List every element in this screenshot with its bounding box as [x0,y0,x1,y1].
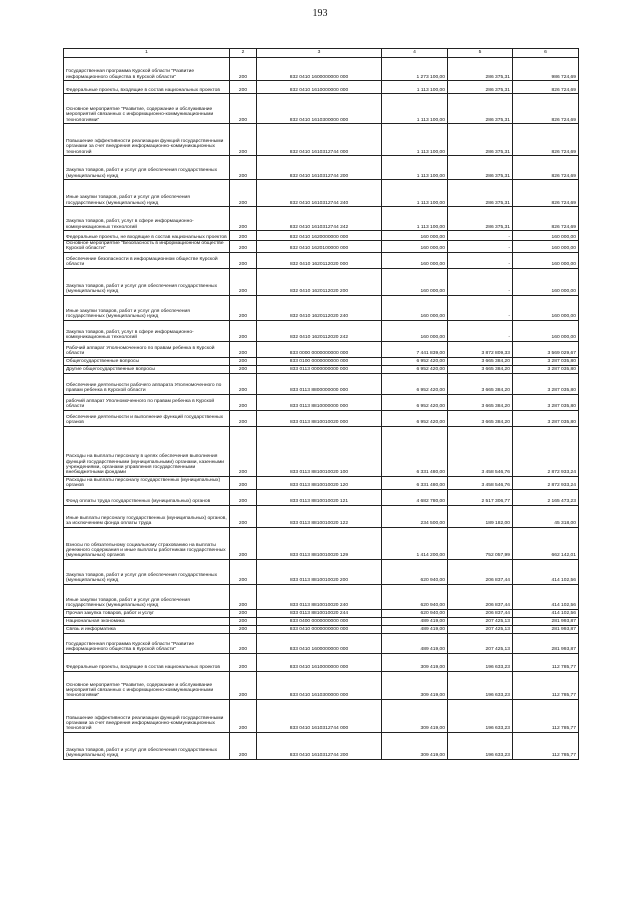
row-remaining-amount-cell: 2 165 473,23 [513,489,579,505]
row-name-cell: Иные закупки товаров, работ и услуг для обеспечения государственных (муниципальных) нужд [64,584,230,609]
row-executed-amount-cell: 286 375,31 [448,94,513,124]
row-name-cell: Иные закупки товаров, работ и услуг для обеспечения государственных (муниципальных) нужд [64,295,230,320]
row-approved-amount-cell: 1 113 100,00 [382,156,448,180]
row-code-line-cell: 200 [230,527,257,559]
table-row [64,58,579,81]
row-code-line-cell: 200 [230,320,257,341]
table-row [64,625,579,633]
row-remaining-amount-cell: 281 993,87 [513,633,579,653]
row-approved-amount-cell: 620 940,00 [382,609,448,617]
row-classification-code-cell: 832 0410 1620100000 000 [257,241,382,253]
row-name-cell: Расходы на выплаты персоналу государственных (муниципальных) органов [64,476,230,489]
row-classification-code-cell: 832 0410 1620112020 200 [257,268,382,295]
row-approved-amount-cell: 489 419,00 [382,633,448,653]
row-name-cell: Обеспечение деятельности рабочего аппарата Уполномоченного по правам ребенка в Курской области [64,373,230,394]
row-name-cell: Основное мероприятие "Развитие, содержание и обслуживание мероприятий связанных с информационно-коммуникационными технологиями" [64,671,230,699]
row-remaining-amount-cell: 2 872 933,24 [513,426,579,476]
row-approved-amount-cell: 4 682 780,00 [382,489,448,505]
table-row [64,268,579,295]
row-name-cell: Закупка товаров, работ, услуг в сфере информационно-коммуникационных технологий [64,207,230,231]
row-executed-amount-cell: 3 458 546,76 [448,426,513,476]
row-approved-amount-cell: 6 952 420,00 [382,357,448,365]
row-executed-amount-cell: - [448,295,513,320]
row-approved-amount-cell: 160 000,00 [382,241,448,253]
table-row [64,241,579,253]
row-classification-code-cell: 833 0113 8800000000 000 [257,373,382,394]
row-classification-code-cell: 833 0400 0000000000 000 [257,617,382,625]
row-code-line-cell: 200 [230,180,257,207]
row-remaining-amount-cell: 3 287 035,80 [513,365,579,373]
row-code-line-cell: 200 [230,81,257,94]
row-approved-amount-cell: 160 000,00 [382,320,448,341]
row-name-cell: Связь и информатика [64,625,230,633]
column-header: 4 [382,49,448,58]
row-code-line-cell: 200 [230,732,257,759]
row-classification-code-cell: 833 0410 1610312744 200 [257,732,382,759]
row-code-line-cell: 200 [230,207,257,231]
row-name-cell: Государственная программа Курской области "Развитие информационного общества в Курской области" [64,58,230,81]
table-row [64,584,579,609]
row-approved-amount-cell: 489 419,00 [382,625,448,633]
row-name-cell: рабочий аппарат Уполномоченного по правам ребенка в Курской области [64,394,230,410]
table-row [64,489,579,505]
row-classification-code-cell: 832 0410 1610300000 000 [257,94,382,124]
row-remaining-amount-cell: 3 287 035,80 [513,394,579,410]
table-row [64,527,579,559]
row-remaining-amount-cell: 662 142,01 [513,527,579,559]
row-code-line-cell: 200 [230,231,257,241]
row-code-line-cell: 200 [230,505,257,527]
row-code-line-cell: 200 [230,410,257,426]
row-code-line-cell: 200 [230,365,257,373]
column-header: 6 [513,49,579,58]
row-remaining-amount-cell: 45 318,00 [513,505,579,527]
budget-execution-table [63,48,579,760]
row-name-cell: Повышение эффективности реализации функций государственными органами за счет внедрения информационно-коммуникационных технологий [64,124,230,156]
row-executed-amount-cell: 286 375,31 [448,58,513,81]
row-name-cell: Федеральные проекты, не входящие в состав национальных проектов [64,231,230,241]
row-code-line-cell: 200 [230,489,257,505]
row-approved-amount-cell: 7 441 839,00 [382,341,448,357]
row-code-line-cell: 200 [230,633,257,653]
table-row [64,699,579,732]
row-executed-amount-cell: - [448,241,513,253]
row-remaining-amount-cell: 826 724,69 [513,207,579,231]
row-approved-amount-cell: 160 000,00 [382,268,448,295]
row-code-line-cell: 200 [230,94,257,124]
row-remaining-amount-cell: 3 287 035,80 [513,357,579,365]
row-approved-amount-cell: 1 113 100,00 [382,180,448,207]
row-approved-amount-cell: 6 952 420,00 [382,365,448,373]
row-executed-amount-cell: - [448,231,513,241]
table-row [64,180,579,207]
table-row [64,617,579,625]
row-classification-code-cell: 833 0410 1610000000 000 [257,653,382,671]
row-classification-code-cell: 833 0113 8810010020 129 [257,527,382,559]
row-executed-amount-cell: 3 665 384,20 [448,357,513,365]
row-remaining-amount-cell: 160 000,00 [513,268,579,295]
row-remaining-amount-cell: 160 000,00 [513,231,579,241]
table-row [64,476,579,489]
row-remaining-amount-cell: 986 724,69 [513,58,579,81]
row-executed-amount-cell: 286 375,31 [448,81,513,94]
row-executed-amount-cell: 286 375,31 [448,156,513,180]
row-executed-amount-cell: 189 182,00 [448,505,513,527]
table-row [64,320,579,341]
table-row [64,81,579,94]
table-header-row [64,49,579,58]
row-name-cell: Федеральные проекты, входящие в состав национальных проектов [64,653,230,671]
row-remaining-amount-cell: 112 785,77 [513,653,579,671]
row-remaining-amount-cell: 826 724,69 [513,94,579,124]
row-code-line-cell: 200 [230,584,257,609]
column-header: 2 [230,49,257,58]
row-code-line-cell: 200 [230,476,257,489]
row-name-cell: Обеспечение безопасности в информационном обществе Курской области [64,252,230,268]
row-code-line-cell: 200 [230,295,257,320]
row-classification-code-cell: 833 0410 1600000000 000 [257,633,382,653]
table-row [64,426,579,476]
row-code-line-cell: 200 [230,625,257,633]
table-row [64,609,579,617]
row-approved-amount-cell: 1 273 100,00 [382,58,448,81]
row-approved-amount-cell: 309 419,00 [382,732,448,759]
column-header: 3 [257,49,382,58]
row-classification-code-cell: 833 0113 8810010020 100 [257,426,382,476]
table-row [64,124,579,156]
row-name-cell: Обеспечение деятельности и выполнение функций государственных органов [64,410,230,426]
row-executed-amount-cell: 206 837,44 [448,609,513,617]
row-classification-code-cell: 833 0410 1610300000 000 [257,671,382,699]
table-row [64,156,579,180]
table-row [64,505,579,527]
row-code-line-cell: 200 [230,699,257,732]
row-executed-amount-cell: 3 665 384,20 [448,365,513,373]
row-classification-code-cell: 833 0113 0000000000 000 [257,365,382,373]
row-code-line-cell: 200 [230,252,257,268]
row-approved-amount-cell: 234 500,00 [382,505,448,527]
row-code-line-cell: 200 [230,653,257,671]
row-name-cell: Иные закупки товаров, работ и услуг для обеспечения государственных (муниципальных) нужд [64,180,230,207]
row-executed-amount-cell: 207 425,13 [448,617,513,625]
table-row [64,357,579,365]
row-approved-amount-cell: 6 331 480,00 [382,476,448,489]
table-row [64,94,579,124]
page-number: 193 [312,8,328,19]
row-name-cell: Расходы на выплаты персоналу в целях обеспечения выполнения функций государственными (муниципальными) органами, казенными учреждениями, органами управления государственными внебюджетными фондами [64,426,230,476]
row-classification-code-cell: 832 0410 1610312744 240 [257,180,382,207]
row-executed-amount-cell: 3 665 384,20 [448,410,513,426]
row-approved-amount-cell: 620 940,00 [382,559,448,584]
row-remaining-amount-cell: 160 000,00 [513,241,579,253]
row-remaining-amount-cell: 112 785,77 [513,732,579,759]
table-row [64,365,579,373]
row-approved-amount-cell: 160 000,00 [382,295,448,320]
row-name-cell: Повышение эффективности реализации функций государственными органами за счет внедрения информационно-коммуникационных технологий [64,699,230,732]
table-row [64,231,579,241]
table-row [64,295,579,320]
row-classification-code-cell: 833 0410 0000000000 000 [257,625,382,633]
row-approved-amount-cell: 1 113 100,00 [382,207,448,231]
row-executed-amount-cell: 196 633,23 [448,653,513,671]
table-row [64,633,579,653]
row-executed-amount-cell: 3 665 384,20 [448,394,513,410]
row-approved-amount-cell: 620 940,00 [382,584,448,609]
row-classification-code-cell: 833 0113 8810010020 122 [257,505,382,527]
row-classification-code-cell: 832 0410 1620112020 242 [257,320,382,341]
row-name-cell: Общегосударственные вопросы [64,357,230,365]
row-code-line-cell: 200 [230,617,257,625]
row-name-cell: Государственная программа Курской области "Развитие информационного общества в Курской области" [64,633,230,653]
row-executed-amount-cell: 286 375,31 [448,180,513,207]
row-executed-amount-cell: 196 633,23 [448,671,513,699]
row-classification-code-cell: 832 0410 1620112020 000 [257,252,382,268]
row-approved-amount-cell: 1 113 100,00 [382,124,448,156]
row-classification-code-cell: 833 0000 0000000000 000 [257,341,382,357]
row-name-cell: Рабочий аппарат Уполномоченного по правам ребенка в Курской области [64,341,230,357]
row-executed-amount-cell: 286 375,31 [448,124,513,156]
row-remaining-amount-cell: 414 102,56 [513,584,579,609]
row-remaining-amount-cell: 160 000,00 [513,252,579,268]
table-row [64,671,579,699]
row-classification-code-cell: 833 0113 8810010020 200 [257,559,382,584]
row-executed-amount-cell: 3 872 809,33 [448,341,513,357]
row-approved-amount-cell: 160 000,00 [382,252,448,268]
row-classification-code-cell: 832 0410 1610312744 000 [257,124,382,156]
row-classification-code-cell: 832 0410 1610312744 242 [257,207,382,231]
row-name-cell: Прочая закупка товаров, работ и услуг [64,609,230,617]
row-approved-amount-cell: 1 113 100,00 [382,94,448,124]
row-approved-amount-cell: 6 952 420,00 [382,373,448,394]
row-code-line-cell: 200 [230,609,257,617]
row-executed-amount-cell: 207 425,13 [448,625,513,633]
row-remaining-amount-cell: 826 724,69 [513,124,579,156]
row-name-cell: Закупка товаров, работ и услуг для обеспечения государственных (муниципальных) нужд [64,732,230,759]
row-remaining-amount-cell: 414 102,56 [513,609,579,617]
row-classification-code-cell: 832 0410 1600000000 000 [257,58,382,81]
row-classification-code-cell: 833 0100 0000000000 000 [257,357,382,365]
row-classification-code-cell: 833 0113 8810010020 240 [257,584,382,609]
row-approved-amount-cell: 309 419,00 [382,671,448,699]
row-approved-amount-cell: 6 331 480,00 [382,426,448,476]
row-classification-code-cell: 832 0410 1620000000 000 [257,231,382,241]
row-name-cell: Федеральные проекты, входящие в состав национальных проектов [64,81,230,94]
row-remaining-amount-cell: 3 287 035,80 [513,410,579,426]
row-name-cell: Закупка товаров, работ и услуг для обеспечения государственных (муниципальных) нужд [64,156,230,180]
row-code-line-cell: 200 [230,58,257,81]
row-executed-amount-cell: - [448,320,513,341]
table-row [64,653,579,671]
row-remaining-amount-cell: 826 724,69 [513,156,579,180]
table-row [64,410,579,426]
row-classification-code-cell: 833 0113 8810000000 000 [257,394,382,410]
row-classification-code-cell: 833 0113 8810010020 000 [257,410,382,426]
row-classification-code-cell: 833 0113 8810010020 120 [257,476,382,489]
row-code-line-cell: 200 [230,559,257,584]
row-executed-amount-cell: - [448,268,513,295]
row-remaining-amount-cell: 2 872 933,24 [513,476,579,489]
table-row [64,559,579,584]
row-name-cell: Взносы по обязательному социальному страхованию на выплаты денежного содержания и иные выплаты работникам государственных (муниципальных) органов [64,527,230,559]
column-header: 1 [64,49,230,58]
row-remaining-amount-cell: 3 287 035,80 [513,373,579,394]
row-classification-code-cell: 833 0410 1610312744 000 [257,699,382,732]
row-approved-amount-cell: 309 419,00 [382,699,448,732]
row-name-cell: Другие общегосударственные вопросы [64,365,230,373]
table-row [64,252,579,268]
row-name-cell: Закупка товаров, работ и услуг для обеспечения государственных (муниципальных) нужд [64,268,230,295]
row-remaining-amount-cell: 826 724,69 [513,180,579,207]
row-remaining-amount-cell: 112 785,77 [513,699,579,732]
row-approved-amount-cell: 6 952 420,00 [382,394,448,410]
row-name-cell: Основное мероприятие "Развитие, содержание и обслуживание мероприятий связанных с информационно-коммуникационными технологиями" [64,94,230,124]
row-remaining-amount-cell: 3 569 029,67 [513,341,579,357]
row-executed-amount-cell: 2 517 306,77 [448,489,513,505]
row-name-cell: Закупка товаров, работ и услуг для обеспечения государственных (муниципальных) нужд [64,559,230,584]
row-name-cell: Закупка товаров, работ, услуг в сфере информационно-коммуникационных технологий [64,320,230,341]
row-approved-amount-cell: 1 414 200,00 [382,527,448,559]
row-approved-amount-cell: 160 000,00 [382,231,448,241]
row-code-line-cell: 200 [230,394,257,410]
row-code-line-cell: 200 [230,341,257,357]
row-classification-code-cell: 832 0410 1620112020 240 [257,295,382,320]
table-row [64,341,579,357]
row-executed-amount-cell: 3 458 546,76 [448,476,513,489]
table-row [64,732,579,759]
row-code-line-cell: 200 [230,671,257,699]
row-code-line-cell: 200 [230,357,257,365]
row-executed-amount-cell: 286 375,31 [448,207,513,231]
row-remaining-amount-cell: 414 102,56 [513,559,579,584]
row-executed-amount-cell: 206 837,44 [448,584,513,609]
row-remaining-amount-cell: 281 993,87 [513,625,579,633]
row-classification-code-cell: 833 0113 8810010020 121 [257,489,382,505]
row-executed-amount-cell: 752 057,99 [448,527,513,559]
row-executed-amount-cell: - [448,252,513,268]
row-remaining-amount-cell: 160 000,00 [513,320,579,341]
row-remaining-amount-cell: 112 785,77 [513,671,579,699]
row-code-line-cell: 200 [230,124,257,156]
column-header: 5 [448,49,513,58]
row-classification-code-cell: 833 0113 8810010020 244 [257,609,382,617]
row-code-line-cell: 200 [230,426,257,476]
row-classification-code-cell: 832 0410 1610312744 200 [257,156,382,180]
row-approved-amount-cell: 1 113 100,00 [382,81,448,94]
row-code-line-cell: 200 [230,268,257,295]
row-approved-amount-cell: 489 419,00 [382,617,448,625]
row-name-cell: Фонд оплаты труда государственных (муниципальных) органов [64,489,230,505]
row-executed-amount-cell: 196 633,23 [448,699,513,732]
row-approved-amount-cell: 6 952 420,00 [382,410,448,426]
row-remaining-amount-cell: 160 000,00 [513,295,579,320]
row-code-line-cell: 200 [230,373,257,394]
table-row [64,207,579,231]
row-approved-amount-cell: 309 419,00 [382,653,448,671]
row-classification-code-cell: 832 0410 1610000000 000 [257,81,382,94]
row-code-line-cell: 200 [230,241,257,253]
row-name-cell: Иные выплаты персоналу государственных (муниципальных) органов, за исключением фонда оплаты труда [64,505,230,527]
row-executed-amount-cell: 3 665 384,20 [448,373,513,394]
row-executed-amount-cell: 206 837,44 [448,559,513,584]
row-code-line-cell: 200 [230,156,257,180]
table-row [64,394,579,410]
row-remaining-amount-cell: 826 724,69 [513,81,579,94]
row-remaining-amount-cell: 281 993,87 [513,617,579,625]
table-row [64,373,579,394]
row-executed-amount-cell: 207 425,13 [448,633,513,653]
row-name-cell: Основное мероприятие "Безопасность в информационном обществе Курской области" [64,241,230,253]
row-name-cell: Национальная экономика [64,617,230,625]
row-executed-amount-cell: 196 633,23 [448,732,513,759]
